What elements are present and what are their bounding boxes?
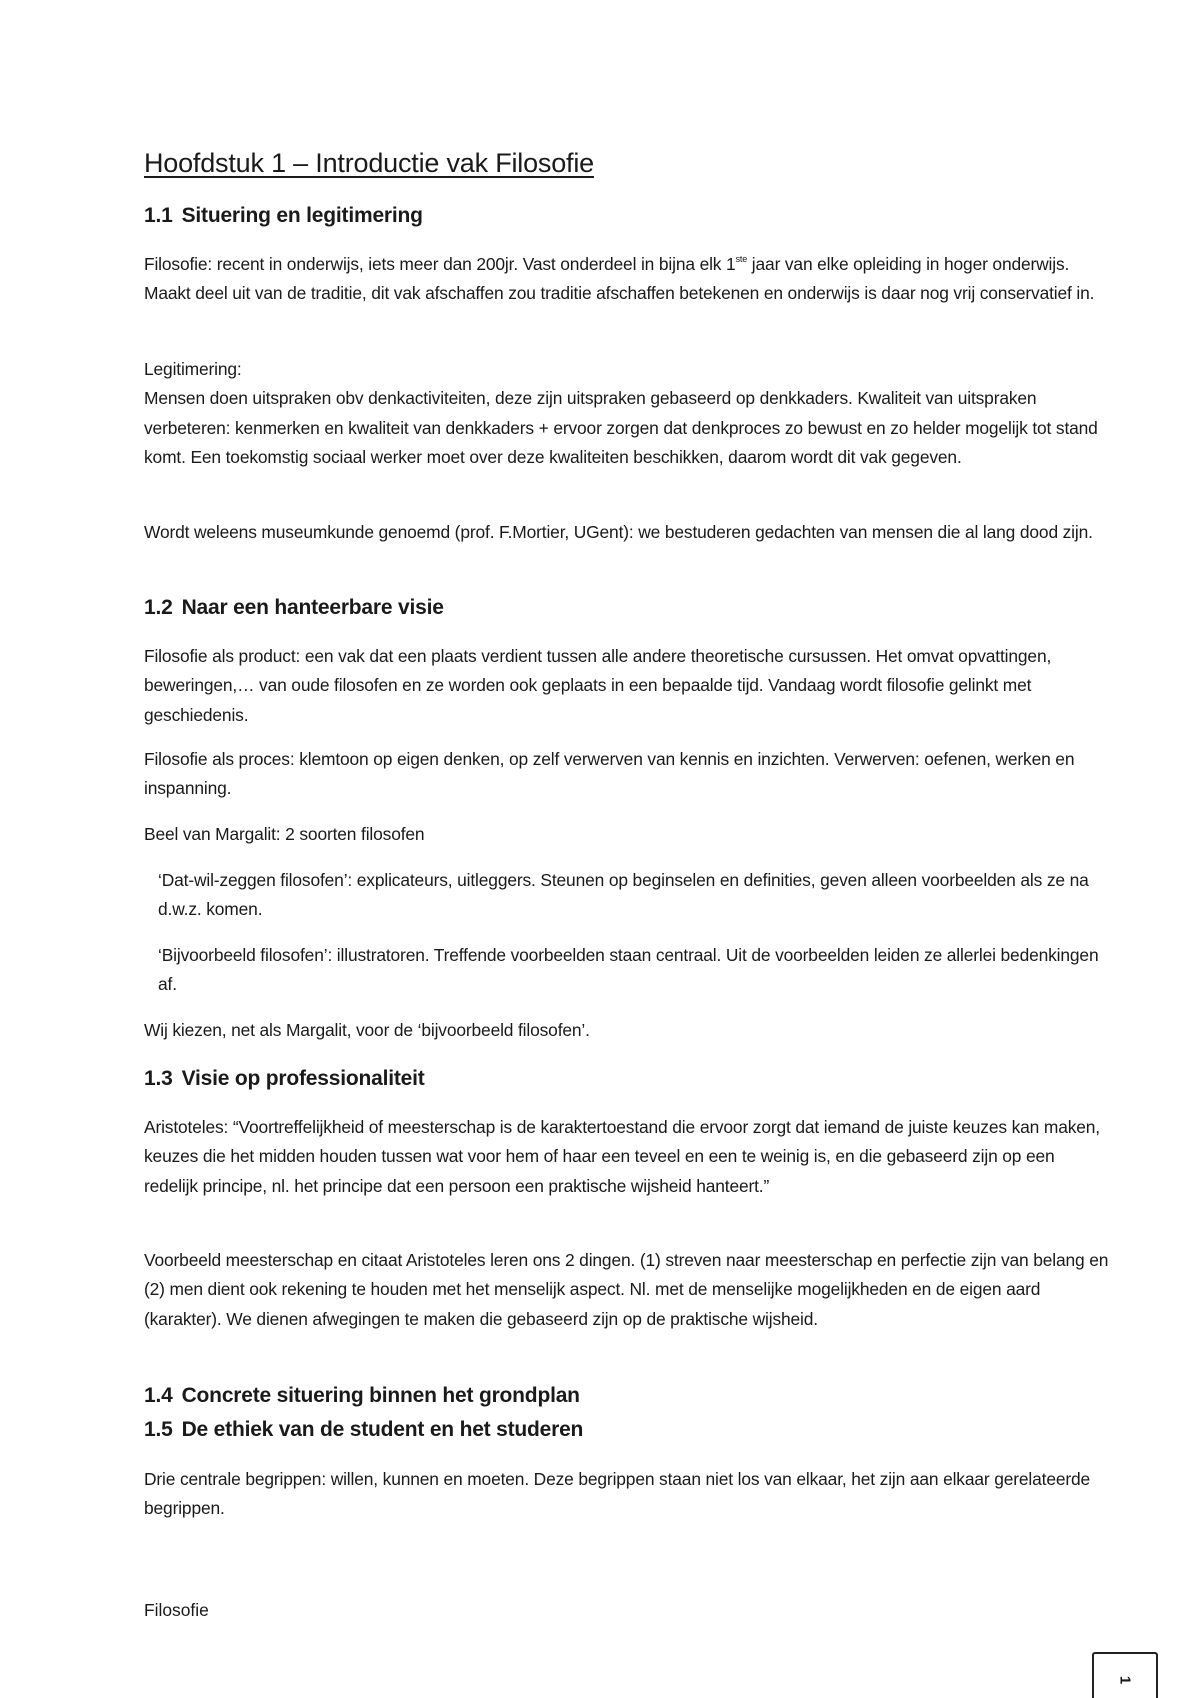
paragraph: Voorbeeld meesterschap en citaat Aristoteles leren ons 2 dingen. (1) streven naar meesterschap en perfectie zijn van belang en (2) men dient ook rekening te houden met het menselijk aspect. Nl. met de menselijke mogelijkheden en de eigen aard (karakter). We dienen afwegingen te maken die gebaseerd zijn op de praktische wijsheid. [144,1250,1109,1329]
paragraph-text: Filosofie: recent in onderwijs, iets meer dan 200jr. Vast onderdeel in bijna elk 1 [144,254,736,274]
section-heading-1-4 [144,1384,580,1408]
paragraph-text: Mensen doen uitspraken obv denkactiviteiten, deze zijn uitspraken gebaseerd op denkkaders. Kwaliteit van uitspraken verbeteren: kenmerken en kwaliteit van denkkaders + ervoor zorgen dat denkproces zo bewust en zo helder mogelijk tot stand komt. Een toekomstig sociaal werker moet over deze kwaliteiten beschikken, daarom wordt dit vak gegeven. [144,388,1098,467]
section-number: 1.5 [144,1418,173,1441]
section-number: 1.1 [144,204,173,227]
section-title: De ethiek van de student en het studeren [181,1418,584,1441]
section-number: 1.4 [144,1384,173,1407]
section-title: Naar een hanteerbare visie [181,596,444,619]
paragraph: Drie centrale begrippen: willen, kunnen en moeten. Deze begrippen staan niet los van elkaar, het zijn aan elkaar gerelateerde begrippen. [144,1469,1091,1519]
paragraph: ‘Dat-wil-zeggen filosofen’: explicateurs, uitleggers. Steunen op beginselen en definities, geven alleen voorbeelden als ze na d.w.z. komen. [158,870,1089,920]
paragraph: Wij kiezen, net als Margalit, voor de ‘bijvoorbeeld filosofen’. [144,1020,590,1040]
paragraph [144,250,1109,309]
page-number: 1 [1116,1675,1134,1685]
paragraph-label: Legitimering: [144,359,242,379]
paragraph: Aristoteles: “Voortreffelijkheid of meesterschap is de karaktertoestand die ervoor zorgt dat iemand de juiste keuzes kan maken, keuzes die het midden houden tussen wat voor hem of haar een teveel en een te weinig is, en die gebaseerd zijn op een redelijk principe, nl. het principe dat een persoon een praktische wijsheid hanteert.” [144,1117,1100,1196]
paragraph: Filosofie als product: een vak dat een plaats verdient tussen alle andere theoretische cursussen. Het omvat opvattingen, beweringen,… van oude filosofen en ze worden ook geplaats in een bepaalde tijd. Vandaag wordt filosofie gelinkt met geschiedenis. [144,646,1052,725]
paragraph: Filosofie als proces: klemtoon op eigen denken, op zelf verwerven van kennis en inzichten. Verwerven: oefenen, werken en inspanning. [144,749,1075,799]
paragraph: Wordt weleens museumkunde genoemd (prof. F.Mortier, UGent): we bestuderen gedachten van mensen die al lang dood zijn. [144,522,1093,542]
paragraph [144,355,1109,472]
section-heading-1-3 [144,1067,425,1091]
page-footer: Filosofie [144,1600,209,1620]
section-title: Concrete situering binnen het grondplan [181,1384,580,1407]
section-number: 1.3 [144,1067,173,1090]
paragraph-text: jaar van elke opleiding in hoger onderwijs. Maakt deel uit van de traditie, dit vak afschaffen zou traditie afschaffen betekenen en onderwijs is daar nog vrij conservatief in. [144,254,1095,304]
paragraph: Beel van Margalit: 2 soorten filosofen [144,824,425,844]
section-heading-1-1 [144,204,423,228]
section-heading-1-2 [144,596,444,620]
page-number-box [1092,1652,1158,1698]
paragraph: ‘Bijvoorbeeld filosofen’: illustratoren. Treffende voorbeelden staan centraal. Uit de voorbeelden leiden ze allerlei bedenkingen af. [158,945,1099,995]
superscript: ste [735,254,748,264]
section-number: 1.2 [144,596,173,619]
page-title: Hoofdstuk 1 – Introductie vak Filosofie [144,148,594,178]
section-heading-1-5 [144,1418,583,1442]
section-title: Visie op professionaliteit [181,1067,425,1090]
section-title: Situering en legitimering [181,204,423,227]
